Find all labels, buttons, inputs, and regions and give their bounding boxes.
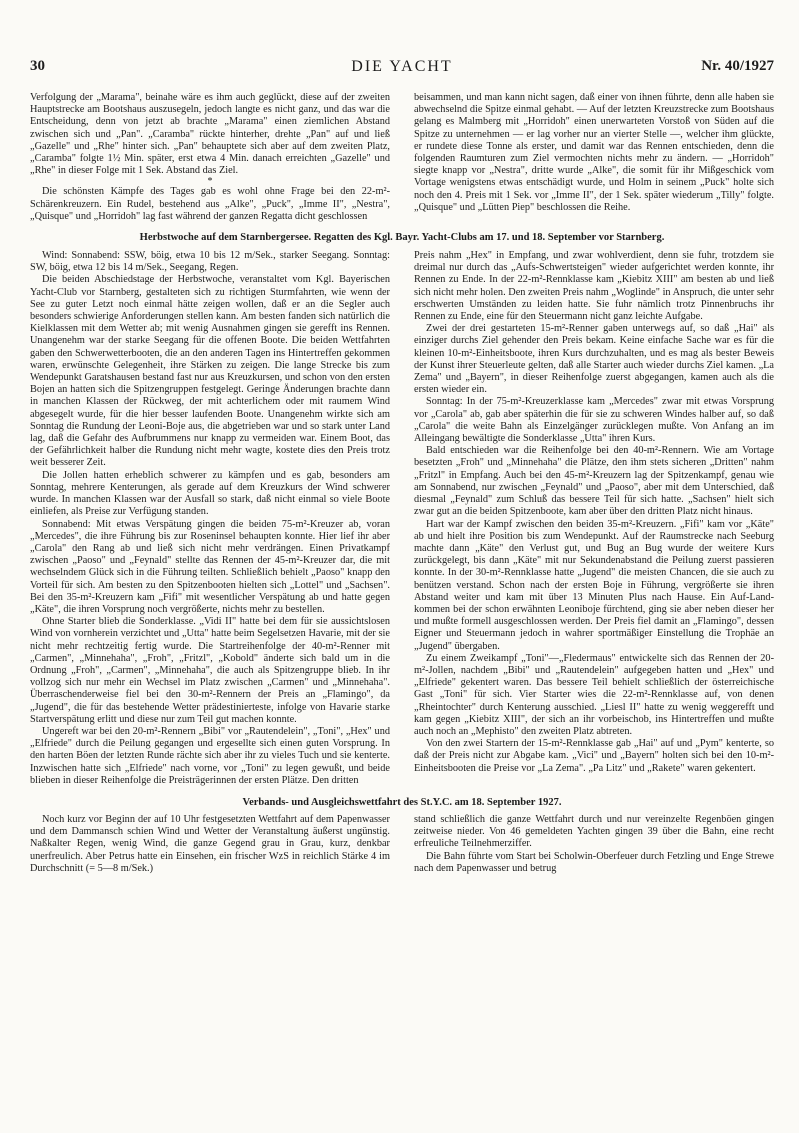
issue-number: Nr. 40/1927 — [701, 58, 774, 74]
section-heading-herbstwoche: Herbstwoche auf dem Starnbergersee. Regatten des Kgl. Bayr. Yacht-Clubs am 17. und 18. September vor Starnberg. — [139, 232, 665, 244]
paragraph: Ungereft war bei den 20-m²-Rennern „Bibi" vor „Rautendelein", „Toni", „Hex" und „Elfriede" durch die Peilung gegangen und ergesellte sich einen guten Vorsprung. In den harten Böen der letzten Runde rächte sich aber ihr zu vieles Tuch und sie kenterte. Inzwischen hatte sich „Elfriede" nach vorne, vor „Toni" zu legen gewußt, und beide blieben in dieser Reihenfolge die Preisträgerinnen der ersten Plätze. Den dritten — [30, 725, 390, 786]
paragraph: Sonntag: In der 75-m²-Kreuzerklasse kam „Mercedes" zwar mit etwas Vorsprung vor „Carola" ab, gab aber späterhin die für sie zu schweren Windes halber auf, so daß „Carola" die weite Bahn als Einzelgänger zurücklegen mußte. Von Anfang an im Alleingang bewältigte die Sonderklasse „Utta" ihren Kurs. — [414, 396, 774, 445]
paragraph: Die beiden Abschiedstage der Herbstwoche, veranstaltet vom Kgl. Bayerischen Yacht-Club vor Starnberg, gestalteten sich zu richtigen Sturmfahrten, wie wenn der See zu guter Letzt noch einmal hätte zeigen wollen, daß er an die Segler auch besonders schwierige Anforderungen stellen kann. Am besten fanden sich natürlich die Kielklassen mit dem Wetter ab; mit wenig Ausnahmen gingen sie gerefft ins Rennen. Unangenehm war der starke Seegang für die offenen Boote. Die beiden Wettfahrten gaben den Schwerwetterbooten, die an den anderen Tagen ins Hintertreffen gekommen waren, erwünschte Gelegenheit, ihre Stärken zu zeigen. Die lange Strecke bis zum Wendepunkt Garatshausen bestand fast nur aus Kreuzkursen, und schon von den ersten Bojen an hatten sich die Spitzengruppen festgelegt. Geringe Änderungen brachte dann in manchen Klassen der Rückweg, der mit achterlichem oder mit raumem Wind abgesegelt wurde, für die hier besser laufenden Boote. Unangenehm wirkte sich am Sonntag die Rundung der Leoni-Boje aus, die abgetrieben war und so stark unter Land lag, daß die Gefahr des Aufbrummens nur knapp zu vermeiden war. Einem Boot, das der Gefährlichkeit halber die Rundung nicht mehr wagte, kostete dies den Preis trotz weit besserer Zeit. — [30, 274, 390, 469]
page — [30, 58, 774, 875]
paragraph: Die Jollen hatten erheblich schwerer zu kämpfen und es gab, besonders am Sonntag, mehrere Kenterungen, als gerade auf dem Kreuzkurs der Wind schwerer wurde. In manchen Klassen war der Ausfall so stark, daß nicht einmal so viele Boote einliefen, als Preise zur Verfügung standen. — [30, 469, 390, 518]
page-number: 30 — [30, 58, 45, 74]
paragraph: Zu einem Zweikampf „Toni"—„Fledermaus" entwickelte sich das Rennen der 20-m²-Jollen, nachdem „Bibi" und „Rautendelein" aufgegeben hatten und „Hex" und „Elfriede" gekentert waren. Das bessere Teil behielt schließlich der österreichische Gast „Toni" für sich. Vier Starter wies die 22-m²-Rennklasse auf, von denen „Rheintochter" durch Kenterung ausschied. „Liesl II" hatte zu wenig weggerefft und kam gegen „Kiebitz XIII", der sich an ihr vorbeischob, ins Hintertreffen und mußte auch noch an „Mephisto" den zweiten Platz abtreten. — [414, 652, 774, 737]
paragraph: Zwei der drei gestarteten 15-m²-Renner gaben unterwegs auf, so daß „Hai" als einziger durchs Ziel gehender den Preis bekam. Keine einfache Sache war es für die kleinen 10-m²-Einheitsboote, ihren Kurs durchzuhalten, und es mag als bester Beweis der Kunst ihrer Steuerleute gelten, daß alle Starter auch wieder durchs Ziel kamen. „La Zema" und „Bayern", in dieser Reihenfolge zuerst abgegangen, kamen auch als die ersten wieder ein. — [414, 323, 774, 396]
paragraph: beisammen, und man kann nicht sagen, daß einer von ihnen führte, denn alle haben sie abwechselnd die Spitze einmal gehabt. — Auf der letzten Kreuzstrecke zum Bootshaus gelang es Malmberg mit „Horridoh" einen unerwarteten Vorstoß von Süden auf die Spitze zu unternehmen — er lag vorher nur an vierter Stelle —, welcher ihm glückte, er rundete diese Tonne als erster, und damit war das Rennen entschieden, denn die folgenden Raumturen zum Ziel vermochten nichts mehr zu ändern. — „Horridoh" siegte knapp vor „Nestra", dritte wurde „Alke", die somit für ihr Mißgeschick vom Vortage wenigstens etwas entschädigt wurde, und Holm in seinem „Puck" holte sich noch den 4. Preis mit 1 Sek. vor „Imme II", der 1 Sek. später wiederum „Tilly" folgte. „Quisque" und „Lütten Piep" beschlossen die Reihe. — [414, 92, 774, 213]
paragraph: stand schließlich die ganze Wettfahrt durch und nur vereinzelte Regenböen gingen zeitweise nieder. Von 46 gemeldeten Yachten gingen 39 über die Bahn, eine recht erfreuliche Teilnehmerziffer. — [414, 813, 774, 850]
paragraph: Ohne Starter blieb die Sonderklasse. „Vidi II" hatte bei dem für sie aussichtslosen Wind von vornherein verzichtet und „Utta" hatte beim Segelsetzen Havarie, mit der sie nicht mehr rechtzeitig fertig wurde. Die Startreihenfolge der 40-m²-Renner mit „Carmen", „Minnehaha", „Froh", „Fritzl", „Kobold" änderte sich bald um in die Ordnung „Froh", „Carmen", „Minnehaha", die auch als Spitzengruppe blieb. In ihr vollzog sich nur mehr ein Wechsel im Platz zwischen „Carmen" und „Minnehaha". Überraschenderweise fiel bei den 30-m²-Rennern der Preis an „Flamingo", da „Jugend", die für das bestehende Wetter prädestinierteste, infolge von Havarie starke Startverspätung erlitt und diese nur zum Teil gut machen konnte. — [30, 616, 390, 725]
paragraph: Preis nahm „Hex" in Empfang, und zwar wohlverdient, denn sie fuhr, trotzdem sie dreimal nur durch das „Aufs-Schwertsteigen" wieder aufgerichtet werden konnte, ihr Rennen zu Ende. In der 22-m²-Rennklasse kam „Kiebitz XIII" am besten ab und ließ sich nicht mehr holen. Den zweiten Preis nahm „Woglinde" in Anspruch, die unter sehr erschwerten Umständen zu leiden hatte. Sie fuhr nämlich trotz Pinnenbruchs ihr Rennen zu Ende, eine für den Steuermann nicht ganz leichte Aufgabe. — [414, 250, 774, 323]
article-continuation — [30, 92, 774, 223]
paragraph: Bald entschieden war die Reihenfolge bei den 40-m²-Rennern. Wie am Vortage besetzten „Froh" und „Minnehaha" die Plätze, den ihm stets sicheren „Dritten" nahm „Fritzl" in Empfang. Auch bei den 45-m²-Kreuzern lag der Spitzenkampf, genau wie am Sonnabend, nur zwischen „Feynald" und „Paoso", aber mit dem Unterschied, daß diesmal „Feynald" zum Schluß das bessere Teil für sich hatte. „Sachsen" hielt sich zwar gut an die beiden Spitzenboote, kam aber über den dritten Platz nicht hinaus. — [414, 445, 774, 518]
article-herbstwoche — [30, 250, 774, 787]
right-column — [414, 92, 774, 223]
left-column — [30, 250, 390, 787]
left-column — [30, 814, 390, 875]
paragraph: Die Bahn führte vom Start bei Scholwin-Oberfeuer durch Fetzling und Enge Strewe nach dem Papenwasser und betrug — [414, 850, 774, 874]
paragraph: Sonnabend: Mit etwas Verspätung gingen die beiden 75-m²-Kreuzer ab, voran „Mercedes", die ihre Führung bis zur Roseninsel behaupten konnte. Hier lief ihr aber „Carola" den Rang ab und ließ sich nicht mehr verdrängen. Einen Privatkampf zwischen „Paoso" und „Feynald" stellte das Rennen der 45-m²-Kreuzer dar, die mit wechselndem Glück sich in die Führung teilten. Schließlich behielt „Paoso" knapp den Vorteil für sich. Am besten zu den Spitzenbooten hielten sich „Lottel" und „Sachsen". Bei den 35-m²-Kreuzern kam „Fifi" mit wesentlicher Verspätung ab und hatte gegen „Käte", die ihren Vorsprung noch vergrößerte, nichts mehr zu bestellen. — [30, 518, 390, 615]
paragraph: Hart war der Kampf zwischen den beiden 35-m²-Kreuzern. „Fifi" kam vor „Käte" ab und hielt ihre Position bis zum Wendepunkt. Auf der Raumstrecke nach Seeburg machte dann „Käte" den Verlust gut, und Bug an Bug wurde der weitere Kurs zurückgelegt, bis dann „Käte" mit nur Sekundenabstand die Peilung zuerst passieren konnte. In der 30-m²-Rennklasse hatte „Jugend" die meisten Chancen, die sie auch zu benützen verstand. Schon nach der ersten Boje in Führung, vergrößerte sie ihren Abstand weiter und kam mit über 13 Minuten Plus nach Hause. Ein Auf-Land-kommen bei der schon erwähnten Leoniboje fürchtend, ging sie aber neben dieser her und mußte formell ausgeschlossen werden. Der Preis fiel damit an „Flamingo", dessen Eigner und Steuermann jedoch in wahrer sportmäßiger Einstellung die Trophäe an „Jugend" übergaben. — [414, 518, 774, 652]
paragraph: Von den zwei Startern der 15-m²-Rennklasse gab „Hai" auf und „Pym" kenterte, so daß der Preis nicht zur Abgabe kam. „Vici" und „Bayern" holten sich bei den 10-m²-Einheitsbooten die Preise vor „La Zema". „Pa Litz" und „Rakete" waren gekentert. — [414, 738, 774, 774]
paragraph: Wind: Sonnabend: SSW, böig, etwa 10 bis 12 m/Sek., starker Seegang. Sonntag: SW, böig, etwa 12 bis 14 m/Sek., Seegang, Regen. — [30, 250, 390, 274]
magazine-title: DIE YACHT — [351, 58, 453, 75]
page-header — [30, 58, 774, 82]
paragraph: Die schönsten Kämpfe des Tages gab es wohl ohne Frage bei den 22-m²-Schärenkreuzern. Ein Rudel, bestehend aus „Alke", „Puck", „Imme II", „Nestra", „Quisque" und „Horridoh" lag fast während der ganzen Regatta dicht geschlossen — [30, 186, 390, 222]
paragraph: Noch kurz vor Beginn der auf 10 Uhr festgesetzten Wettfahrt auf dem Papenwasser und dem Dammansch schien Wind und Wetter der Veranstaltung äußerst ungünstig. Naßkalter Regen, wenig Wind, die ganze Gegend grau in Grau, kurz, denkbar unerfreulich. Aber Petrus hatte ein Einsehen, ein frischer WzS in reichlich Stärke 4 im Durchschnitt (= 5—8 m/Sek.) — [30, 813, 390, 874]
left-column — [30, 92, 390, 223]
section-heading-verbandswettfahrt: Verbands- und Ausgleichswettfahrt des St.Y.C. am 18. September 1927. — [242, 796, 562, 808]
article-verbandswettfahrt — [30, 814, 774, 875]
separator-star: * — [207, 176, 213, 188]
right-column — [414, 814, 774, 875]
paragraph: Verfolgung der „Marama", beinahe wäre es ihm auch geglückt, diese auf der zweiten Hauptstrecke am Bootshaus auszusegeln, jedoch langte es nicht ganz, und das war die Entscheidung, denn von jetzt ab brachte „Marama" einen ziemlichen Abstand zwischen sich und „Pan". „Caramba" rückte hinterher, drehte „Pan" auf und ließ „Gazelle" und „Rhe" hinter sich. „Pan" behauptete sich aber auf dem zweiten Platz, „Caramba" folgte 1½ Min. später, erst etwa 4 Min. danach erreichten „Gazelle" und „Rhe" in dieser Folge mit 1 Sek. Abstand das Ziel. — [30, 92, 390, 177]
right-column — [414, 250, 774, 787]
